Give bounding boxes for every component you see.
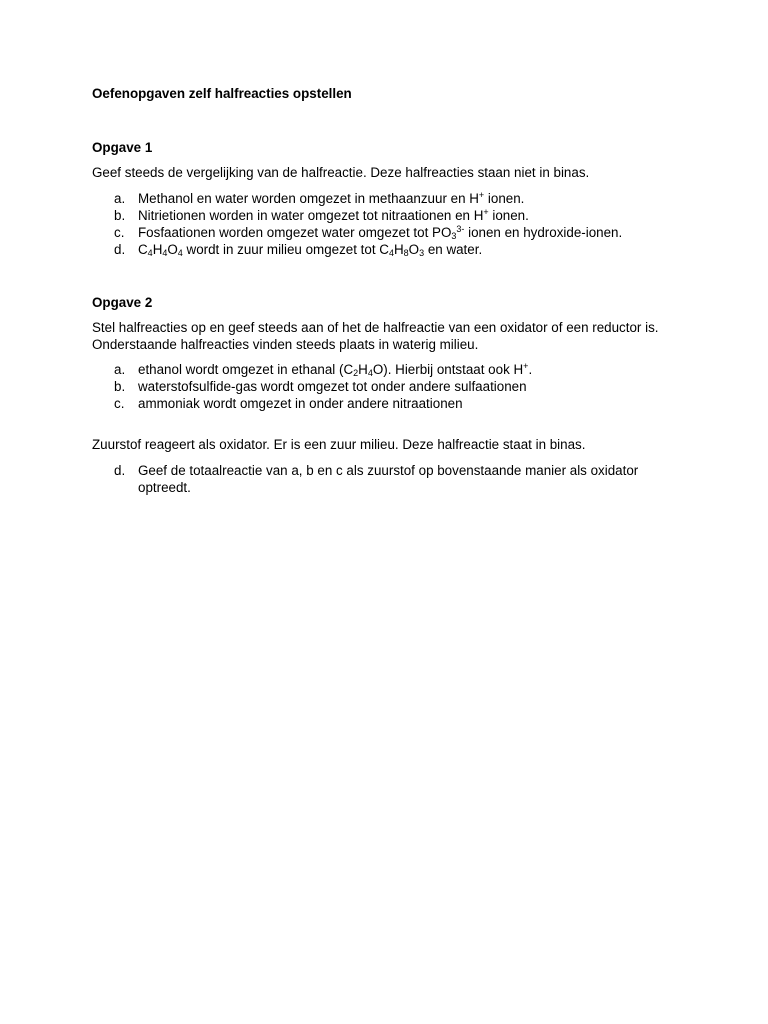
subscript: 3 (451, 231, 457, 241)
superscript: + (478, 190, 485, 200)
text-run: Methanol en water worden omgezet in methaanzuur en H (138, 191, 479, 206)
list-item (92, 224, 692, 241)
list-item (92, 462, 682, 496)
list-item-text (138, 362, 532, 377)
subscript: 4 (162, 248, 168, 258)
text-run: ammoniak wordt omgezet in onder andere nitraationen (138, 396, 463, 411)
list-item-text (138, 225, 622, 240)
subscript: 3 (419, 248, 425, 258)
subscript: 4 (388, 248, 394, 258)
list-item-text (138, 463, 638, 495)
text-run: . (528, 362, 533, 377)
text-run: ionen en hydroxide-ionen. (464, 225, 623, 240)
list-item-marker: a. (114, 362, 126, 377)
question-2-intro: Stel halfreacties op en geef steeds aan of het de halfreactie van een oxidator of een reductor is. Onderstaande halfreacties vinden steeds plaats in waterig milieu. (92, 320, 659, 352)
text-run: O). Hierbij ontstaat ook H (372, 362, 524, 377)
text-run: wordt in zuur milieu omgezet tot C (182, 242, 389, 257)
question-1-intro: Geef steeds de vergelijking van de halfreactie. Deze halfreacties staan niet in binas. (92, 165, 590, 180)
text-run: Fosfaationen worden omgezet water omgezet tot PO (138, 225, 452, 240)
list-item-text (138, 242, 482, 257)
text-run: H (358, 362, 368, 377)
question-2-heading: Opgave 2 (92, 295, 153, 310)
text-run: ionen. (488, 208, 529, 223)
question-2-extra-list (92, 462, 682, 496)
list-item-marker: d. (114, 242, 126, 257)
list-item-text (138, 208, 529, 223)
question-1-heading: Opgave 1 (92, 140, 153, 155)
list-item (92, 378, 692, 395)
list-item (92, 190, 692, 207)
text-run: H (393, 242, 404, 257)
list-item (92, 361, 692, 378)
text-run: Nitrietionen worden in water omgezet tot nitraationen en H (138, 208, 484, 223)
subscript: 8 (403, 248, 409, 258)
list-item-marker: a. (114, 191, 126, 206)
question-2-list (92, 361, 692, 412)
list-item (92, 207, 692, 224)
text-run: waterstofsulfide-gas wordt omgezet tot onder andere sulfaationen (138, 379, 527, 394)
subscript: 2 (353, 368, 359, 378)
list-item-text (138, 379, 527, 394)
list-item-marker: b. (114, 379, 126, 394)
question-2-note: Zuurstof reageert als oxidator. Er is een zuur milieu. Deze halfreactie staat in binas. (92, 437, 586, 452)
list-item-marker: b. (114, 208, 126, 223)
text-run: en water. (424, 242, 483, 257)
document-title: Oefenopgaven zelf halfreacties opstellen (92, 86, 352, 101)
list-item (92, 241, 692, 258)
text-run: H (152, 242, 163, 257)
list-item-marker: c. (114, 396, 125, 411)
text-run: Geef de totaalreactie van a, b en c als zuurstof op bovenstaande manier als oxidator optreedt. (138, 463, 639, 495)
list-item-marker: d. (114, 463, 126, 478)
subscript: 4 (177, 248, 183, 258)
question-1-list (92, 190, 692, 258)
list-item-text (138, 396, 463, 411)
text-run: ionen. (484, 191, 525, 206)
subscript: 4 (367, 368, 373, 378)
superscript: + (483, 207, 489, 217)
text-run: C (138, 242, 148, 257)
superscript: + (523, 361, 529, 371)
list-item-marker: c. (114, 225, 125, 240)
text-run: O (167, 242, 178, 257)
superscript: 3- (456, 224, 465, 234)
list-item-text (138, 191, 524, 206)
subscript: 4 (147, 248, 153, 258)
text-run: ethanol wordt omgezet in ethanal (C (138, 362, 354, 377)
list-item (92, 395, 692, 412)
text-run: O (408, 242, 420, 257)
